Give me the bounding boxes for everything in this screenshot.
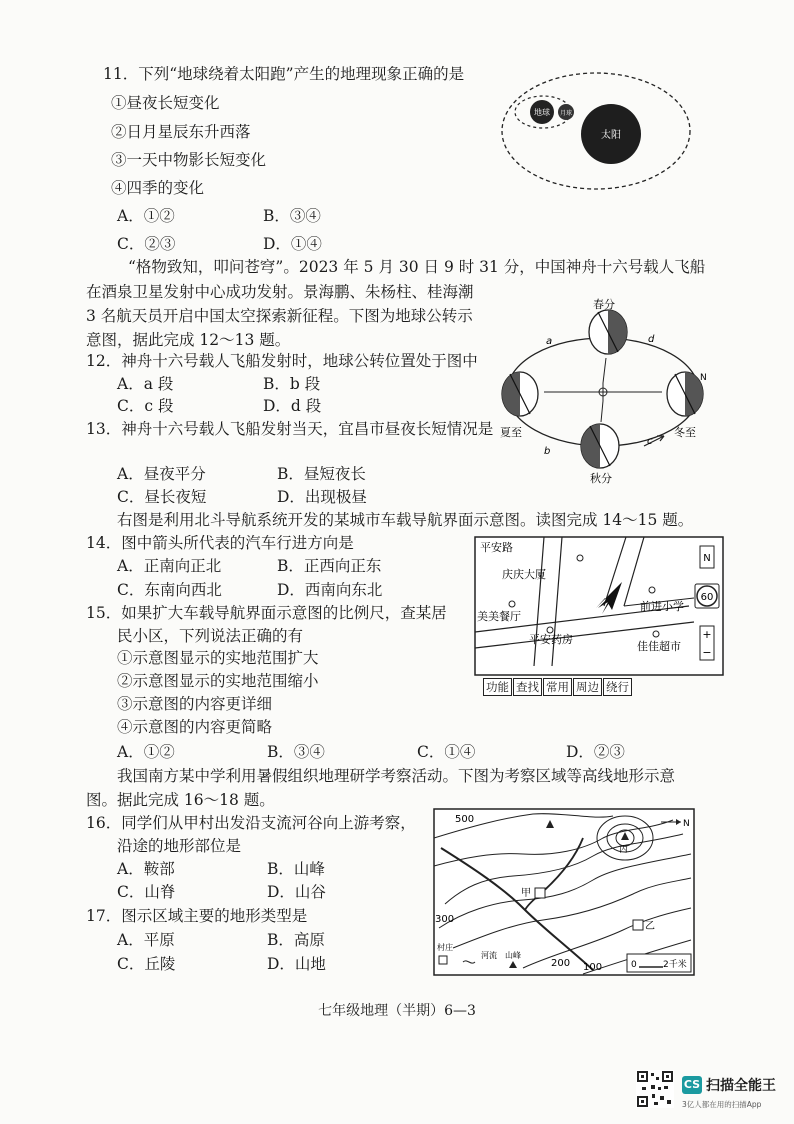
q14-choice-d: D．西南向东北	[277, 581, 383, 599]
intro-12-line-3: 3 名航天员开启中国太空探索新征程。下图为地球公转示	[86, 307, 473, 325]
intro-12-line-1: “格物致知，叩问苍穹”。2023 年 5 月 30 日 9 时 31 分，中国神舟十六号载人飞船	[128, 258, 706, 276]
q16-choice-b: B．山峰	[267, 860, 325, 878]
q11-option-3: ③一天中物影长短变化	[111, 151, 267, 169]
q12-choice-a: A．a 段	[117, 375, 174, 393]
q12-choice-d: D．d 段	[263, 397, 322, 415]
contour-300-label: 300	[435, 914, 455, 925]
legend-village-symbol	[439, 956, 447, 964]
scanner-logo-icon: CS	[682, 1076, 702, 1094]
q15-option-4: ④示意图的内容更简略	[117, 718, 273, 736]
segment-a-label: a	[546, 336, 553, 347]
q16-stem-line-2: 沿途的地形部位是	[117, 837, 242, 855]
contour-map-frame	[434, 809, 694, 975]
nav-search-button[interactable]: 查找	[513, 678, 542, 696]
q14-choice-c: C．东南向西北	[117, 581, 222, 599]
q11-option-2: ②日月星辰东升西落	[111, 123, 251, 141]
qr-code-icon	[636, 1070, 674, 1108]
peak-bing-label: 丙	[619, 845, 629, 855]
scanner-app-name: 扫描全能王	[706, 1078, 776, 1094]
nav-common-button[interactable]: 常用	[543, 678, 572, 696]
q16-choice-d: D．山谷	[267, 883, 326, 901]
q17-stem: 17．图示区域主要的地形类型是	[86, 907, 308, 925]
north-pole-label: N	[700, 373, 707, 383]
moon-label: 月球	[559, 110, 573, 117]
winter-solstice-label: 冬至	[674, 426, 696, 439]
q13-choice-d: D．出现极昼	[277, 488, 367, 506]
intro-16-line-2: 图。据此完成 16～18 题。	[86, 791, 275, 809]
page-footer: 七年级地理（半期）6—3	[318, 1003, 476, 1019]
q15-option-2: ②示意图显示的实地范围缩小	[117, 672, 319, 690]
scanner-app-slogan: 3亿人都在用的扫描App	[682, 1100, 762, 1109]
q15-stem-line-1: 15．如果扩大车载导航界面示意图的比例尺，查某居	[86, 604, 447, 622]
earth-label: 地球	[534, 108, 550, 117]
north-indicator-label: N	[703, 553, 711, 564]
q13-choice-c: C．昼长夜短	[117, 488, 207, 506]
autumn-equinox-earth	[581, 424, 619, 468]
q15-option-1: ①示意图显示的实地范围扩大	[117, 649, 319, 667]
spring-equinox-label: 春分	[593, 298, 615, 311]
q15-stem-line-2: 民小区，下列说法正确的有	[117, 627, 304, 645]
winter-solstice-earth	[667, 372, 703, 416]
intro-12-line-2: 在酒泉卫星发射中心成功发射。景海鹏、朱杨柱、桂海潮	[86, 283, 474, 301]
q17-choice-d: D．山地	[267, 955, 326, 973]
q13-choice-b: B．昼短夜长	[277, 465, 366, 483]
q14-stem: 14．图中箭头所代表的汽车行进方向是	[86, 534, 354, 552]
q17-choice-a: A．平原	[117, 931, 175, 949]
zoom-out-button[interactable]: −	[702, 646, 712, 659]
poi-pingan-pharmacy: 平安药房	[529, 633, 573, 646]
poi-meimei-restaurant: 美美餐厅	[477, 610, 521, 623]
nav-nearby-button[interactable]: 周边	[573, 678, 602, 696]
contour-500-label: 500	[455, 814, 475, 825]
q12-stem: 12．神舟十六号载人飞船发射时，地球公转位置处于图中	[86, 352, 478, 370]
intro-16-line-1: 我国南方某中学利用暑假组织地理研学考察活动。下图为考察区域等高线地形示意	[117, 767, 676, 785]
legend-village-label: 村庄	[437, 943, 453, 952]
segment-c-label: c	[647, 436, 653, 447]
q17-choice-c: C．丘陵	[117, 955, 176, 973]
q15-choice-b: B．③④	[267, 743, 325, 761]
contour-north-label: N	[683, 819, 690, 829]
q14-choice-b: B．正西向正东	[277, 557, 382, 575]
q11-option-4: ④四季的变化	[111, 179, 205, 197]
car-navigation-screen	[474, 536, 724, 676]
village-jia-label: 甲	[521, 888, 531, 899]
legend-peak-label: 山峰	[505, 951, 521, 960]
q11-choice-d: D．①④	[263, 235, 322, 253]
nav-detour-button[interactable]: 绕行	[603, 678, 632, 696]
contour-100-label: 100	[583, 962, 603, 973]
q15-choice-a: A．①②	[117, 743, 175, 761]
scale-zero-label: 0	[631, 960, 637, 970]
q16-stem-line-1: 16．同学们从甲村出发沿支流河谷向上游考察，	[86, 814, 416, 832]
contour-map-figure	[433, 808, 695, 976]
village-jia-marker	[535, 888, 545, 898]
summer-solstice-earth	[502, 372, 538, 416]
intro-12-line-4: 意图，据此完成 12～13 题。	[86, 331, 291, 349]
scale-2km-label: 2千米	[663, 960, 687, 970]
earth-moon-sun-figure	[498, 66, 698, 196]
poi-qingqing-building: 庆庆大厦	[502, 568, 546, 581]
segment-d-label: d	[648, 334, 655, 345]
road-name-label: 平安路	[480, 541, 513, 554]
q12-choice-b: B．b 段	[263, 375, 321, 393]
village-yi-marker	[633, 920, 643, 930]
q11-stem: 11．下列“地球绕着太阳跑”产生的地理现象正确的是	[103, 65, 465, 83]
q12-choice-c: C．c 段	[117, 397, 174, 415]
q15-choice-d: D．②③	[566, 743, 625, 761]
contour-200-label: 200	[551, 958, 571, 969]
q17-choice-b: B．高原	[267, 931, 325, 949]
q16-choice-a: A．鞍部	[117, 860, 175, 878]
spring-equinox-earth	[589, 310, 627, 354]
q13-choice-a: A．昼夜平分	[117, 465, 206, 483]
q15-option-3: ③示意图的内容更详细	[117, 695, 273, 713]
intro-14-text: 右图是利用北斗导航系统开发的某城市车载导航界面示意图。读图完成 14～15 题。	[117, 511, 694, 529]
autumn-equinox-label: 秋分	[590, 472, 612, 485]
q11-choice-c: C．②③	[117, 235, 176, 253]
segment-b-label: b	[544, 446, 551, 457]
speed-limit-value: 60	[700, 592, 714, 603]
poi-qianjin-school: 前进小学	[640, 600, 684, 613]
zoom-in-button[interactable]: +	[702, 628, 712, 641]
q11-choice-b: B．③④	[263, 207, 321, 225]
legend-river-label: 河流	[481, 951, 497, 960]
q13-stem: 13．神舟十六号载人飞船发射当天，宜昌市昼夜长短情况是	[86, 420, 494, 438]
sun-label: 太阳	[601, 130, 621, 141]
earth-revolution-figure	[494, 296, 712, 486]
poi-jiajia-supermarket: 佳佳超市	[637, 640, 681, 653]
q15-choice-c: C．①④	[417, 743, 476, 761]
village-yi-label: 乙	[645, 921, 655, 932]
q11-choice-a: A．①②	[117, 207, 175, 225]
q16-choice-c: C．山脊	[117, 883, 176, 901]
nav-function-button[interactable]: 功能	[483, 678, 512, 696]
summer-solstice-label: 夏至	[500, 426, 522, 439]
q11-option-1: ①昼夜长短变化	[111, 94, 220, 112]
q14-choice-a: A．正南向正北	[117, 557, 222, 575]
